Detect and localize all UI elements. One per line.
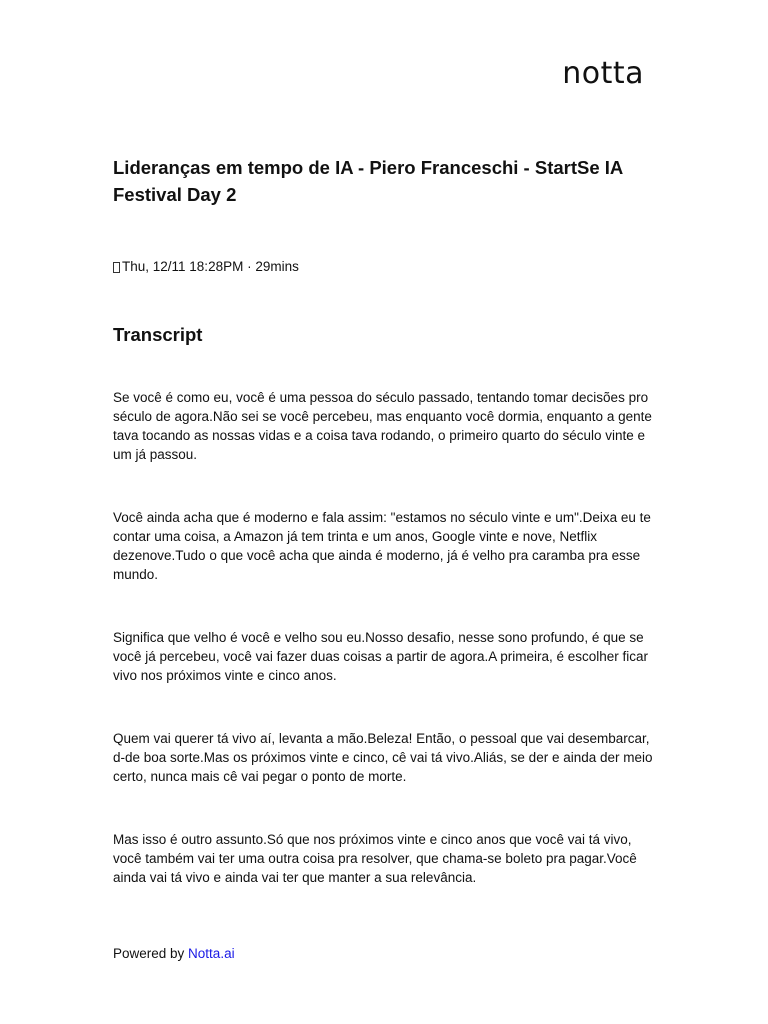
notta-link[interactable]: Notta.ai xyxy=(188,946,235,961)
powered-by-label: Powered by xyxy=(113,946,189,961)
recording-meta xyxy=(113,258,658,276)
transcript-paragraph: Mas isso é outro assunto.Só que nos próximos vinte e cinco anos que você vai tá vivo, você também vai ter uma outra coisa pra resolver, que chama-se boleto pra pagar.Você ainda vai tá vivo e ainda vai ter que manter a sua relevância. xyxy=(113,832,637,885)
transcript-paragraph: Se você é como eu, você é uma pessoa do século passado, tentando tomar decisões pro século de agora.Não sei se você percebeu, mas enquanto você dormia, enquanto a gente tava tocando as nossas vidas e a coisa tava rodando, o primeiro quarto do século vinte e um já passou. xyxy=(113,390,652,462)
notta-logo: notta xyxy=(562,56,644,91)
document-body xyxy=(113,154,658,887)
transcript-paragraph: Quem vai querer tá vivo aí, levanta a mão.Beleza! Então, o pessoal que vai desembarcar, d-de boa sorte.Mas os próximos vinte e cinco, cê vai tá vivo.Aliás, se der e ainda der meio certo, nunca mais cê vai pegar o ponto de morte. xyxy=(113,731,653,784)
transcript-paragraph: Você ainda acha que é moderno e fala assim: "estamos no século vinte e um".Deixa eu te contar uma coisa, a Amazon já tem trinta e um anos, Google vinte e nove, Netflix dezenove.Tudo o que você acha que ainda é moderno, já é velho pra caramba pra esse mundo. xyxy=(113,510,651,582)
transcript-paragraph: Significa que velho é você e velho sou eu.Nosso desafio, nesse sono profundo, é que se você já percebeu, você vai fazer duas coisas a partir de agora.A primeira, é escolher ficar vivo nos próximos vinte e cinco anos. xyxy=(113,630,649,683)
calendar-icon xyxy=(113,262,120,273)
transcript-paragraphs xyxy=(113,388,658,887)
transcript-heading: Transcript xyxy=(113,324,203,345)
recording-meta-text: Thu, 12/11 18:28PM · 29mins xyxy=(122,259,299,274)
document-title: Lideranças em tempo de IA - Piero Franceschi - StartSe IA Festival Day 2 xyxy=(113,157,623,205)
powered-by-footer xyxy=(113,944,235,963)
